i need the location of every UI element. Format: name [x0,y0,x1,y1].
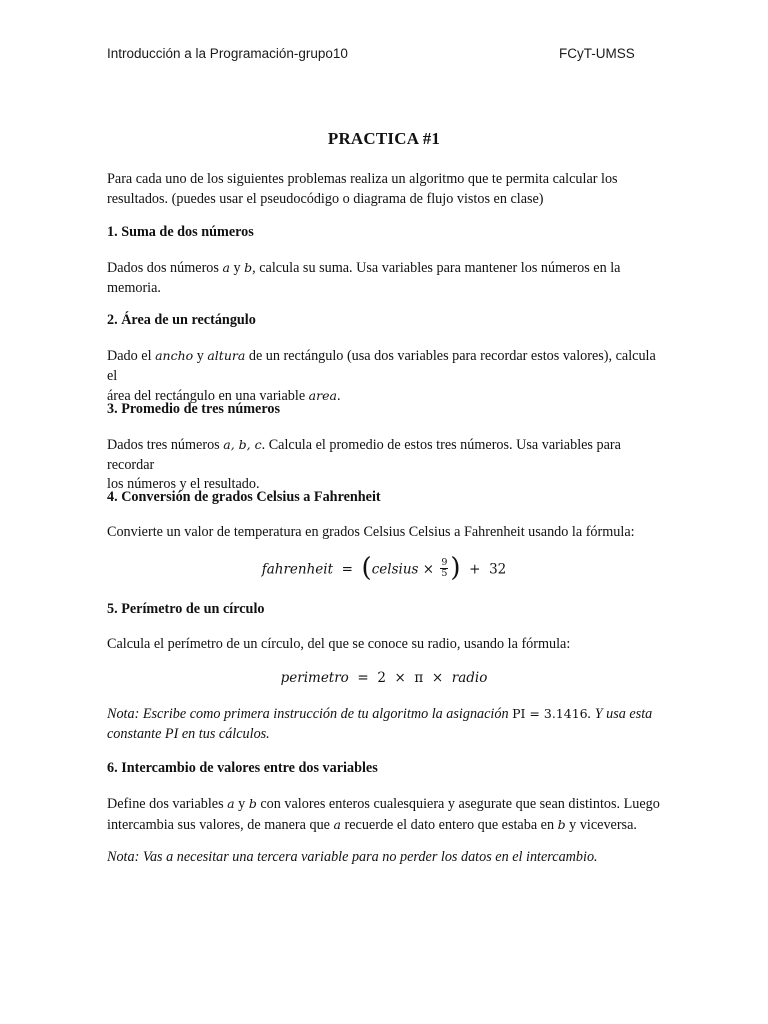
formula-fahrenheit [0,553,768,583]
equals-sign: = [357,670,369,686]
text: Nota: Escribe como primera instrucción de tu algoritmo la asignación [107,706,513,722]
formula-lhs: fahrenheit [261,561,334,578]
variables-abc: a, b, c [223,437,262,452]
text: . Y usa esta [587,706,653,722]
problem-1-heading: 1. Suma de dos números [107,224,254,240]
fraction-denominator: 5 [441,567,448,579]
problem-6-description [107,794,662,835]
variable-area: area [308,388,337,403]
problem-6-note: Nota: Vas a necesitar una tercera variable para no perder los datos en el intercambio. [107,849,598,865]
note-line-2: constante PI en tus cálculos. [107,725,270,742]
header-course: Introducción a la Programación-grupo10 [107,46,348,61]
intro-line-2: resultados. (puedes usar el pseudocódigo o diagrama de flujo vistos en clase) [107,190,544,207]
plus-sign: + [469,561,481,578]
problem-6-line-1 [107,794,662,815]
variable-b: b [244,260,253,275]
problem-6-line-2 [107,815,662,836]
formula-var: radio [451,670,488,686]
text: con valores enteros cualesquiera y asegurate que sean distintos. Luego [256,796,660,812]
variable-b: b [248,796,257,811]
text: intercambia sus valores, de manera que [107,816,334,833]
pi-assignment: PI = 3.1416 [512,706,588,721]
problem-3-heading: 3. Promedio de tres números [107,401,280,417]
times-sign: × [422,561,435,578]
header-institution: FCyT-UMSS [559,46,635,61]
text: de un rectángulo (usa dos variables para recordar estos valores), calcula el [107,348,656,384]
problem-4-heading: 4. Conversión de grados Celsius a Fahrenheit [107,489,381,505]
text: y [234,796,249,812]
page-title: PRACTICA #1 [327,129,441,148]
times-sign: × [394,670,406,686]
times-sign: × [431,670,444,686]
text: Dado el [107,348,156,364]
formula-var: celsius [371,561,419,578]
left-paren: ( [361,553,372,583]
intro-paragraph [107,170,662,209]
text: , calcula su suma. Usa variables para mantener los números en la [252,260,621,276]
problem-5-description: Calcula el perímetro de un círculo, del que se conoce su radio, usando la fórmula: [107,636,571,652]
problem-1-description [107,258,662,298]
fraction-numerator: 9 [441,556,448,568]
formula-two: 2 [377,670,386,686]
variable-a: a [227,796,235,811]
variable-altura: altura [207,348,246,363]
variable-b: b [557,816,566,832]
problem-3-description [107,435,662,495]
problem-1-line-1 [107,258,662,279]
variable-ancho: ancho [155,348,194,363]
text: y viceversa. [565,816,637,833]
equals-sign: = [341,561,353,578]
text: y [193,348,208,364]
problem-1-line-2: memoria. [107,279,161,296]
problem-3-line-2: los números y el resultado. [107,476,260,492]
problem-4-description: Convierte un valor de temperatura en grados Celsius Celsius a Fahrenheit usando la fórmula: [107,524,635,540]
problem-5-note [107,704,662,744]
formula-perimetro [0,670,768,686]
problem-2-line-1 [107,346,662,386]
variable-a: a [333,816,341,832]
text: Dados tres números [107,437,224,453]
text: recuerde el dato entero que estaba en [340,816,558,833]
problem-3-line-1 [107,435,662,475]
note-line-1 [107,704,662,725]
formula-constant: 32 [489,561,507,578]
problem-2-description [107,346,662,407]
text: . [336,388,341,404]
problem-2-heading: 2. Área de un rectángulo [107,312,256,328]
text: área del rectángulo en una variable [107,388,309,404]
text: Define dos variables [107,796,228,812]
problem-6-heading: 6. Intercambio de valores entre dos variables [107,760,378,776]
fraction [440,558,448,579]
intro-line-1: Para cada uno de los siguientes problemas realiza un algoritmo que te permita calcular los [107,171,618,187]
pi-symbol: π [414,670,424,686]
right-paren: ) [450,553,461,583]
text: . Calcula el promedio de estos tres números. Usa variables para recordar [107,437,621,473]
problem-5-heading: 5. Perímetro de un círculo [107,601,265,617]
text: y [229,260,245,276]
text: Dados dos números [107,260,223,276]
formula-lhs: perimetro [280,670,349,686]
variable-a: a [222,260,230,275]
